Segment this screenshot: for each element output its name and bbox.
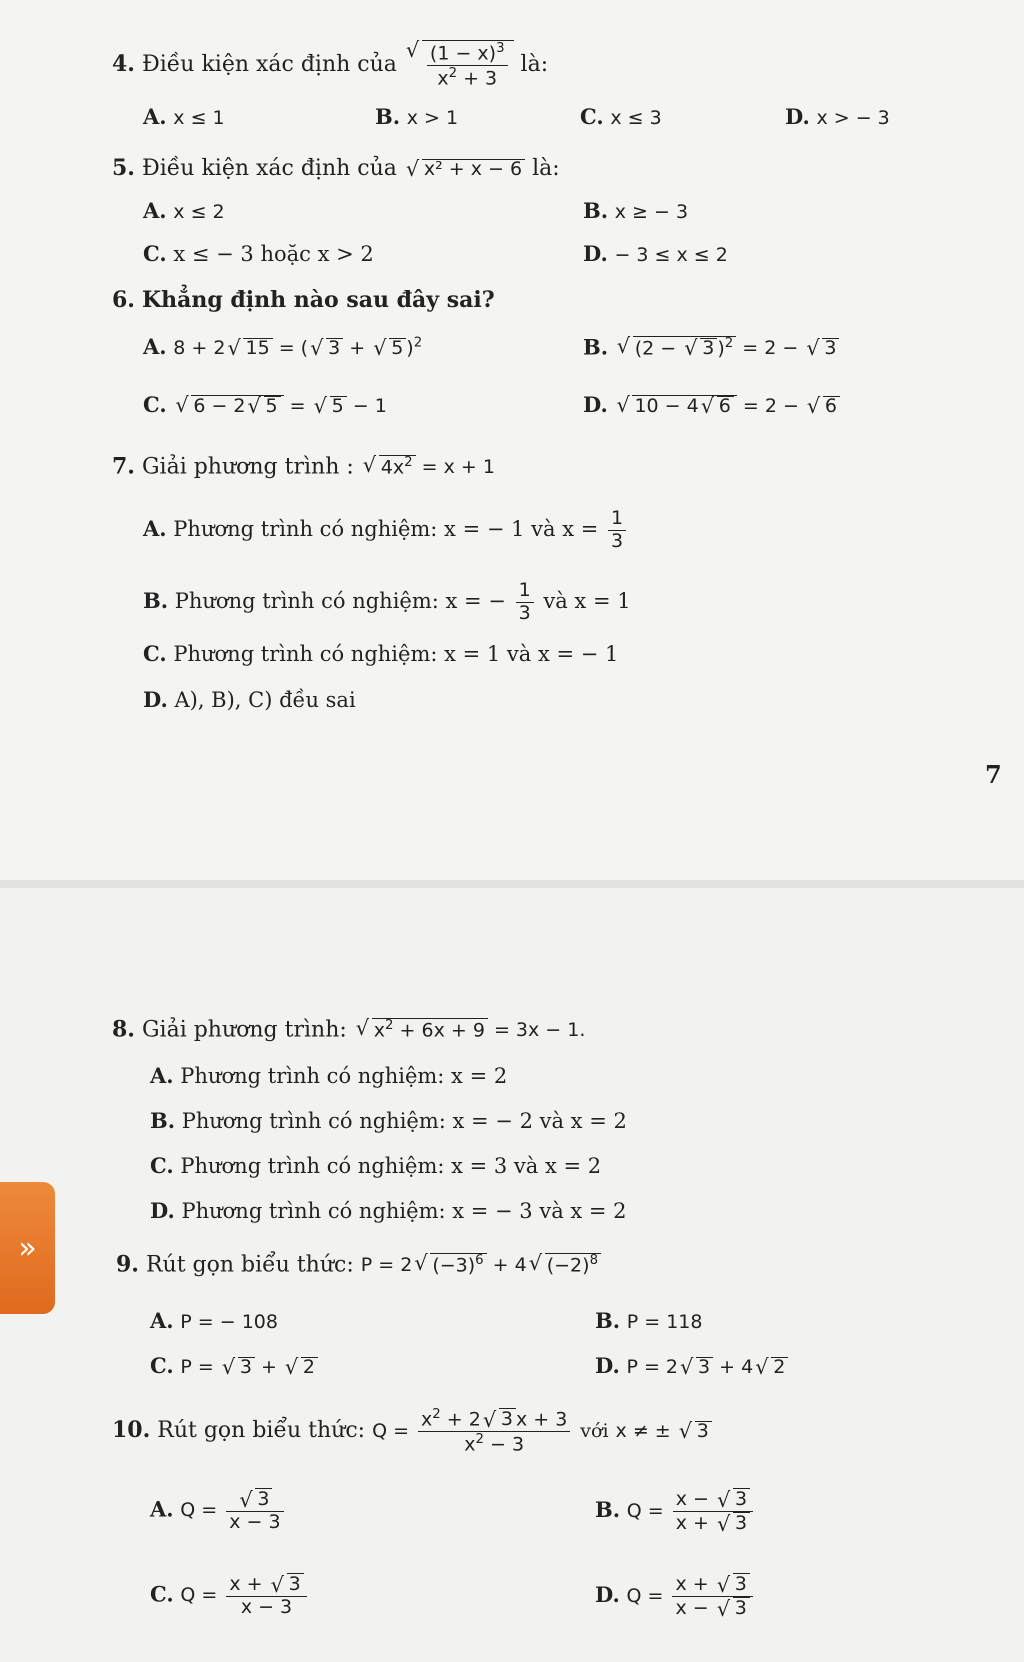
double-chevron-right-icon[interactable]: » [0,1182,55,1314]
question-7: 7. Giải phương trình : √ $4x^2 = x + 1$ [112,455,495,478]
question-text: Điều kiện xác định của [141,52,397,78]
q10-option-a[interactable]: A. Q = √ $\frac{3}{x - 3}$ [150,1488,287,1534]
q6-option-b[interactable]: B. √ (2 − √ 3 )$^2$ = 2 − √ 3 [583,336,839,358]
q5-option-c[interactable]: C. x ≤ − 3 hoặc x > 2 [143,241,374,266]
q6-option-a[interactable]: A. 8 + 2√ 15 = (√ 3 + √ 5 )$^2$ [143,336,422,358]
question-8: 8. Giải phương trình: √ $x^2 + 6x + 9 = 3x - 1$. [112,1018,585,1041]
q10-option-c[interactable]: C. Q = $\frac{x + √ 3}{x - 3}$ [150,1573,310,1619]
question-tail: là: [520,52,549,78]
page-divider [0,880,1024,888]
question-9: 9. Rút gọn biểu thức: P = 2√ $(-3)^6 + 4√$ $(-2)^8$ [116,1253,601,1276]
q9-option-d[interactable]: D. P = 2√ 3 + 4√ 2 [595,1355,788,1377]
q5-option-d[interactable]: D. − 3 ≤ x ≤ 2 [583,241,728,266]
question-5: 5. Điều kiện xác định của √ x² + x − 6 là: [112,157,560,180]
q7-option-a[interactable]: A. Phương trình có nghiệm: x = − 1 và x = $\frac{1}{3}$ [143,508,629,553]
q8-option-b[interactable]: B. Phương trình có nghiệm: x = − 2 và x = 2 [150,1108,627,1133]
q8-option-d[interactable]: D. Phương trình có nghiệm: x = − 3 và x = 2 [150,1198,627,1223]
q8-option-a[interactable]: A. Phương trình có nghiệm: x = 2 [150,1063,508,1088]
page-number: 7 [985,760,1002,789]
q4-option-b[interactable]: B. x > 1 [375,104,459,129]
question-6: 6. Khẳng định nào sau đây sai? [112,287,495,313]
q4-option-c[interactable]: C. x ≤ 3 [580,104,662,129]
question-10: 10. Rút gọn biểu thức: Q = $\frac{x^2 + 2√ 3 x + 3}{x^2 - 3}$ với x ≠ ± √ 3 [112,1407,712,1456]
q8-option-c[interactable]: C. Phương trình có nghiệm: x = 3 và x = 2 [150,1153,602,1178]
q7-option-c[interactable]: C. Phương trình có nghiệm: x = 1 và x = − 1 [143,641,619,666]
q5-option-b[interactable]: B. x ≥ − 3 [583,198,689,223]
q10-option-d[interactable]: D. Q = $\frac{x + √ 3}{x - √ 3}$ [595,1573,756,1620]
q7-option-b[interactable]: B. Phương trình có nghiệm: x = − $\frac{1}{3}$ và x = 1 [143,579,631,624]
q6-option-c[interactable]: C. √ 6 − 2√ 5 = √ 5 − 1 [143,394,387,416]
q7-option-d[interactable]: D. A), B), C) đều sai [143,687,356,712]
q6-option-d[interactable]: D. √ 10 − 4√ 6 = 2 − √ 6 [583,394,840,416]
q9-option-b[interactable]: B. P = 118 [595,1308,703,1333]
q5-option-a[interactable]: A. x ≤ 2 [143,198,225,223]
q9-option-c[interactable]: C. P = √ 3 + √ 2 [150,1355,318,1377]
q4-option-a[interactable]: A. x ≤ 1 [143,104,225,129]
question-4 [112,40,548,90]
q4-option-d[interactable]: D. x > − 3 [785,104,890,129]
q10-option-b[interactable]: B. Q = $\frac{x - √ 3}{x + √ 3}$ [595,1488,756,1535]
question-number: 4. [112,51,135,78]
q9-option-a[interactable]: A. P = − 108 [150,1308,278,1333]
radical-expression: √ $\frac{(1 - x)^3}{x^2 + 3}$ [406,40,514,90]
